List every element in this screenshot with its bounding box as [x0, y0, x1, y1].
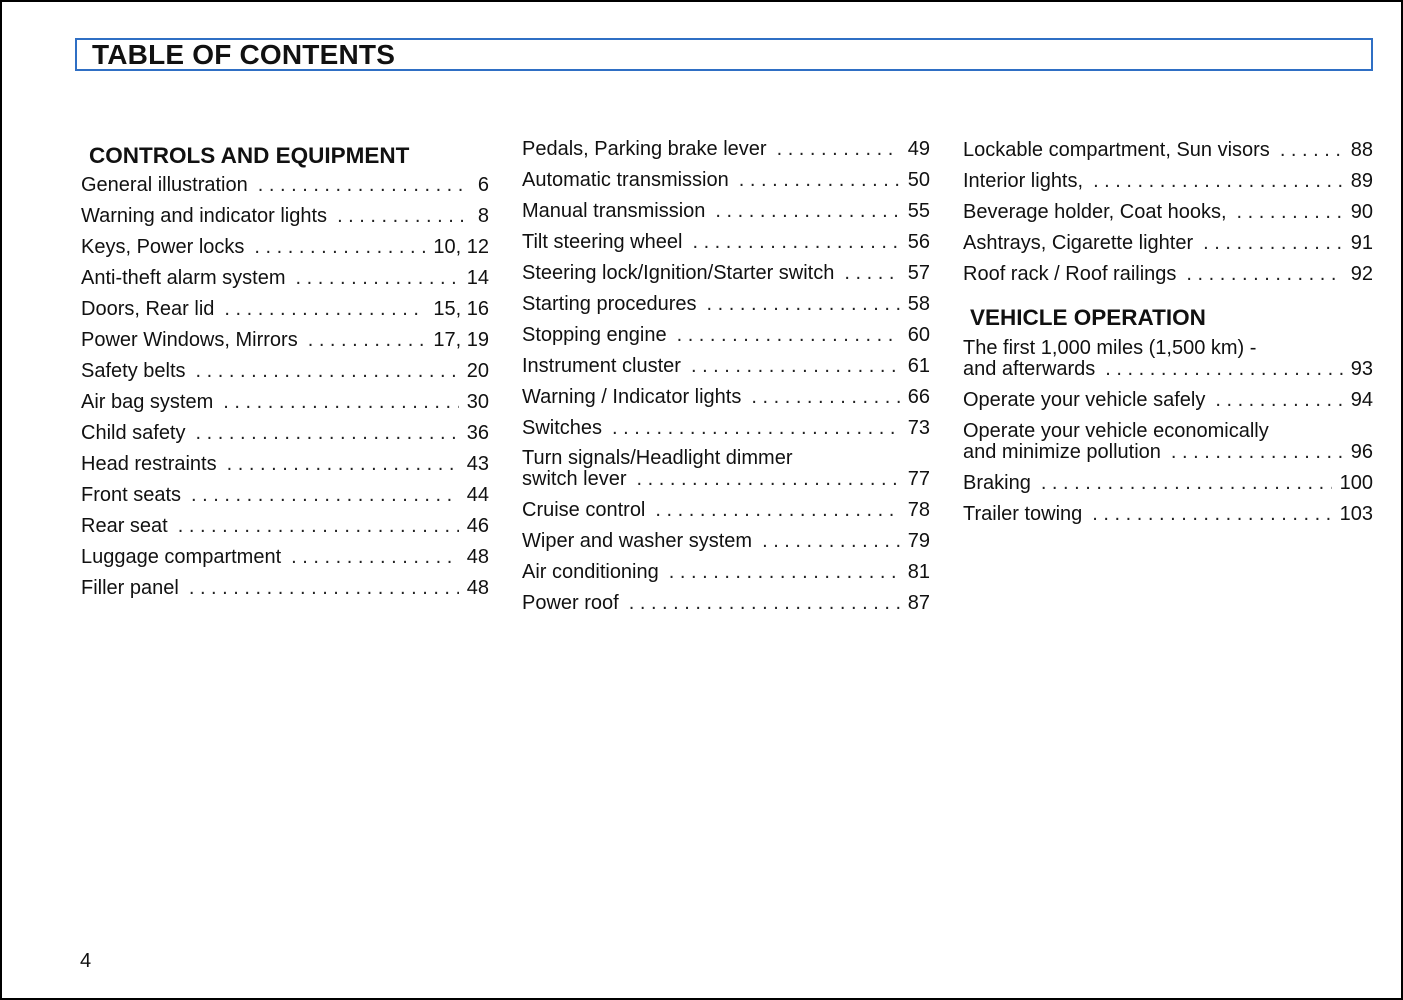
dot-leader [1105, 359, 1342, 380]
title-box [75, 38, 1373, 71]
dot-leader [196, 418, 459, 449]
dot-leader [844, 258, 899, 289]
toc-entry[interactable] [522, 289, 930, 320]
toc-entry[interactable] [81, 325, 489, 356]
toc-entry[interactable] [963, 135, 1373, 166]
toc-entry-label: Power roof [522, 592, 619, 614]
toc-entry-label: Safety belts [81, 360, 186, 382]
toc-entry-label: Wiper and washer system [522, 530, 753, 552]
toc-entry-page: 15, 16 [433, 298, 489, 320]
toc-entry-label: Ashtrays, Cigarette lighter [963, 232, 1194, 254]
toc-entry-line2 [522, 469, 930, 490]
dot-leader [337, 201, 470, 232]
toc-entry[interactable] [81, 294, 489, 325]
dot-leader [636, 469, 899, 490]
toc-entry-page: 46 [466, 515, 489, 537]
toc-entry-page: 30 [466, 391, 489, 413]
toc-entry-page: 89 [1350, 170, 1373, 192]
toc-entry[interactable] [81, 418, 489, 449]
toc-entry[interactable] [81, 356, 489, 387]
toc-entry-label-line1: The first 1,000 miles (1,500 km) - [963, 337, 1257, 359]
toc-entry-label: Switches [522, 417, 603, 439]
toc-entry-label: Braking [963, 472, 1031, 494]
dot-leader [308, 325, 426, 356]
toc-entry-label-line2: switch lever [522, 468, 627, 490]
toc-entry[interactable] [81, 263, 489, 294]
toc-entry[interactable] [81, 573, 489, 604]
dot-leader [1093, 166, 1343, 197]
dot-leader [1215, 385, 1342, 416]
toc-entry-label: Air conditioning [522, 561, 659, 583]
toc-entry-page: 78 [907, 499, 930, 521]
dot-leader [196, 356, 459, 387]
toc-entry-label: Warning / Indicator lights [522, 386, 742, 408]
toc-entry-page: 36 [466, 422, 489, 444]
toc-entry-label: Filler panel [81, 577, 179, 599]
toc-entry-page: 90 [1350, 201, 1373, 223]
toc-entry[interactable] [81, 511, 489, 542]
toc-entry-page: 44 [466, 484, 489, 506]
toc-entry[interactable] [522, 413, 930, 444]
toc-entry-label: Tilt steering wheel [522, 231, 683, 253]
toc-entry-page: 87 [907, 592, 930, 614]
dot-leader [677, 320, 900, 351]
toc-entry-page: 55 [907, 200, 930, 222]
toc-entry[interactable] [522, 196, 930, 227]
dot-leader [777, 134, 900, 165]
toc-entry-label: Pedals, Parking brake lever [522, 138, 767, 160]
dot-leader [258, 170, 470, 201]
toc-entry-page: 57 [907, 262, 930, 284]
toc-entry-page: 50 [907, 169, 930, 191]
toc-entry[interactable] [522, 227, 930, 258]
toc-entry-label-line2: and minimize pollution [963, 441, 1161, 463]
toc-entry[interactable] [963, 166, 1373, 197]
toc-entry-multiline[interactable] [963, 421, 1373, 463]
page-number: 4 [80, 950, 92, 972]
toc-entry-label-line2: and afterwards [963, 358, 1096, 380]
toc-entry-page: 88 [1350, 139, 1373, 161]
toc-entry-page: 17, 19 [433, 329, 489, 351]
toc-entry[interactable] [81, 232, 489, 263]
page-title: TABLE OF CONTENTS [92, 39, 396, 70]
toc-entry-page: 92 [1350, 263, 1373, 285]
toc-entry[interactable] [522, 134, 930, 165]
toc-entry[interactable] [522, 588, 930, 619]
toc-entry-label-line1: Operate your vehicle economically [963, 420, 1269, 442]
toc-entry-multiline[interactable] [963, 338, 1373, 380]
dot-leader [739, 165, 900, 196]
toc-entry-label: Beverage holder, Coat hooks, [963, 201, 1227, 223]
toc-entry-page: 61 [907, 355, 930, 377]
toc-entry-label: Trailer towing [963, 503, 1083, 525]
dot-leader [715, 196, 899, 227]
toc-entry-label: Doors, Rear lid [81, 298, 215, 320]
toc-entry-page: 96 [1350, 441, 1373, 463]
toc-entry-label: Stopping engine [522, 324, 667, 346]
dot-leader [669, 557, 900, 588]
toc-entry-label: Operate your vehicle safely [963, 389, 1206, 411]
toc-entry[interactable] [963, 499, 1373, 530]
toc-entry[interactable] [522, 495, 930, 526]
toc-entry-page: 60 [907, 324, 930, 346]
dot-leader [692, 227, 899, 258]
toc-entry-page: 94 [1350, 389, 1373, 411]
toc-entry-page: 20 [466, 360, 489, 382]
toc-entry[interactable] [963, 259, 1373, 290]
toc-entry-page: 81 [907, 561, 930, 583]
toc-entry-page: 48 [466, 577, 489, 599]
toc-entry-page: 58 [907, 293, 930, 315]
dot-leader [1203, 228, 1343, 259]
toc-entry-label: Manual transmission [522, 200, 706, 222]
toc-entry-label: Cruise control [522, 499, 646, 521]
toc-entry-page: 73 [907, 417, 930, 439]
dot-leader [254, 232, 425, 263]
dot-leader [1280, 135, 1343, 166]
toc-entry[interactable] [522, 526, 930, 557]
toc-entry[interactable] [522, 351, 930, 382]
dot-leader [191, 480, 459, 511]
toc-entry-label-line1: Turn signals/Headlight dimmer [522, 447, 793, 469]
toc-entry-label: Air bag system [81, 391, 214, 413]
toc-entry-page: 10, 12 [433, 236, 489, 258]
toc-entry-page: 91 [1350, 232, 1373, 254]
toc-entry-page: 77 [907, 468, 930, 490]
toc-entry-label: Keys, Power locks [81, 236, 245, 258]
dot-leader [227, 449, 459, 480]
dot-leader [178, 511, 459, 542]
toc-entry[interactable] [81, 170, 489, 201]
toc-entry[interactable] [81, 449, 489, 480]
toc-entry-label: Roof rack / Roof railings [963, 263, 1177, 285]
toc-entry-line2 [963, 359, 1373, 380]
toc-entry[interactable] [963, 197, 1373, 228]
toc-entry-label: Instrument cluster [522, 355, 681, 377]
toc-entry-label: Starting procedures [522, 293, 697, 315]
toc-entry-page: 6 [477, 174, 489, 196]
toc-entry-label: Lockable compartment, Sun visors [963, 139, 1270, 161]
toc-entry[interactable] [81, 480, 489, 511]
section-heading-controls: CONTROLS AND EQUIPMENT [89, 143, 410, 168]
toc-entry-label: Interior lights, [963, 170, 1084, 192]
toc-entry[interactable] [963, 385, 1373, 416]
toc-entry-page: 49 [907, 138, 930, 160]
toc-entry-page: 48 [466, 546, 489, 568]
toc-entry-label: Rear seat [81, 515, 168, 537]
dot-leader [224, 294, 425, 325]
dot-leader [655, 495, 899, 526]
dot-leader [707, 289, 900, 320]
dot-leader [691, 351, 900, 382]
toc-entry-page: 93 [1350, 358, 1373, 380]
toc-entry-page: 79 [907, 530, 930, 552]
toc-entry[interactable] [963, 468, 1373, 499]
toc-entry-page: 43 [466, 453, 489, 475]
toc-entry-label: Automatic transmission [522, 169, 729, 191]
toc-entry-label: Steering lock/Ignition/Starter switch [522, 262, 835, 284]
toc-entry-page: 14 [466, 267, 489, 289]
dot-leader [751, 382, 899, 413]
toc-entry-line2 [963, 442, 1373, 463]
toc-entry[interactable] [81, 201, 489, 232]
toc-entry-page: 8 [477, 205, 489, 227]
toc-entry[interactable] [522, 382, 930, 413]
toc-entry-page: 100 [1339, 472, 1373, 494]
toc-entry-label: Front seats [81, 484, 182, 506]
toc-entry[interactable] [963, 228, 1373, 259]
toc-entry[interactable] [81, 542, 489, 573]
dot-leader [1237, 197, 1343, 228]
toc-entry-label: Head restraints [81, 453, 217, 475]
dot-leader [1171, 442, 1343, 463]
toc-entry[interactable] [81, 387, 489, 418]
toc-entry-page: 66 [907, 386, 930, 408]
dot-leader [1186, 259, 1342, 290]
toc-entry-page: 103 [1339, 503, 1373, 525]
dot-leader [291, 542, 459, 573]
dot-leader [612, 413, 900, 444]
toc-entry-page: 56 [907, 231, 930, 253]
toc-entry-multiline[interactable] [522, 448, 930, 490]
toc-entry-label: General illustration [81, 174, 248, 196]
dot-leader [296, 263, 459, 294]
toc-entry-label: Warning and indicator lights [81, 205, 328, 227]
dot-leader [762, 526, 900, 557]
toc-entry[interactable] [522, 165, 930, 196]
dot-leader [1041, 468, 1332, 499]
toc-entry-label: Power Windows, Mirrors [81, 329, 298, 351]
toc-entry[interactable] [522, 557, 930, 588]
dot-leader [223, 387, 458, 418]
section-heading-vehicle-operation: VEHICLE OPERATION [970, 305, 1206, 330]
toc-entry[interactable] [522, 258, 930, 289]
dot-leader [189, 573, 459, 604]
toc-entry-label: Luggage compartment [81, 546, 282, 568]
dot-leader [629, 588, 900, 619]
toc-entry-label: Child safety [81, 422, 186, 444]
toc-entry-label: Anti-theft alarm system [81, 267, 286, 289]
dot-leader [1092, 499, 1331, 530]
toc-entry[interactable] [522, 320, 930, 351]
